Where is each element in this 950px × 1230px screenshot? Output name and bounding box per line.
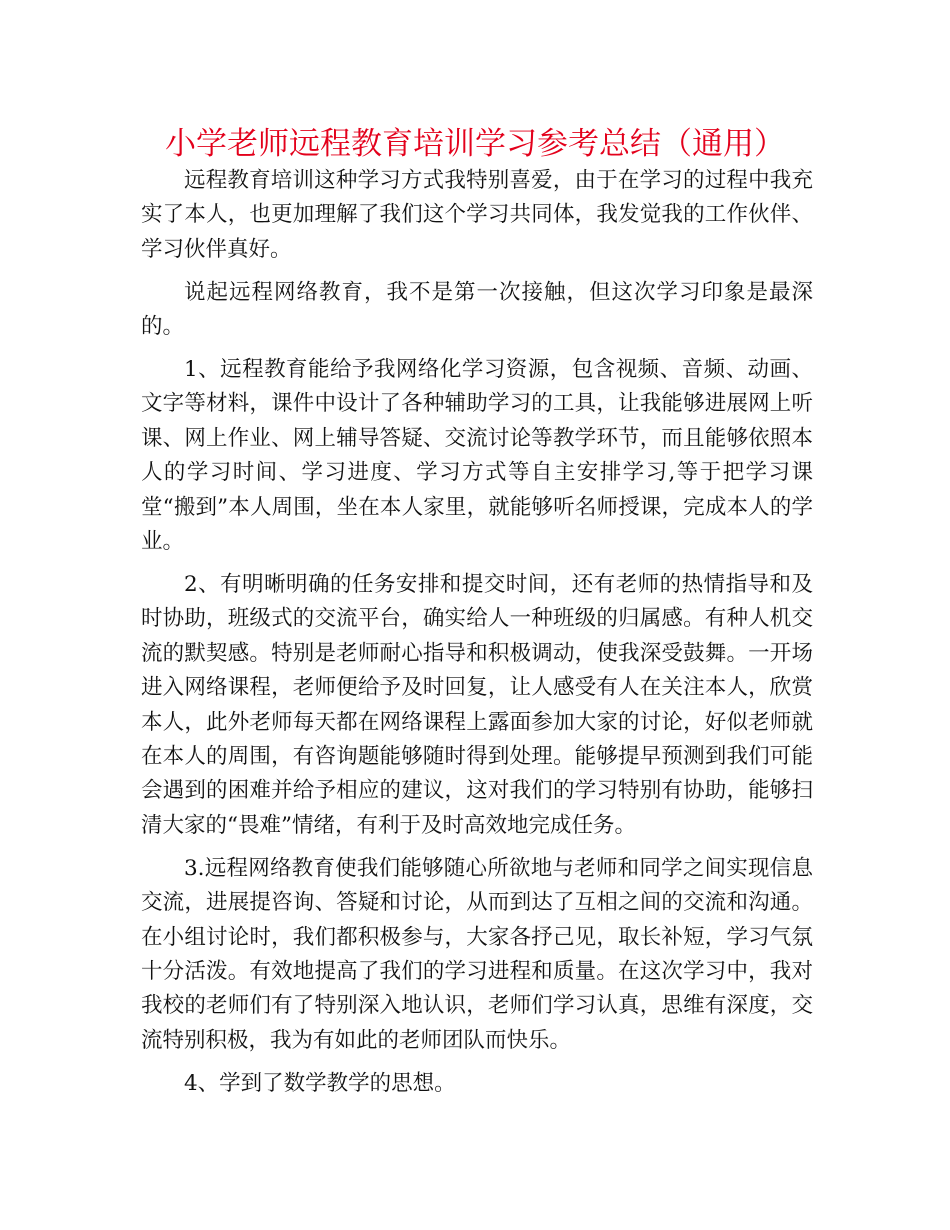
paragraph-point-2: 2、有明晰明确的任务安排和提交时间，还有老师的热情指导和及时协助，班级式的交流平台，确实给人一种班级的归属感。有种人机交流的默契感。特别是老师耐心指导和积极调动，使我深受鼓舞。一开场进入网络课程，老师便给予及时回复，让人感受有人在关注本人，欣赏本人，此外老师每天都在网络课程上露面参加大家的讨论，好似老师就在本人的周围，有咨询题能够随时得到处理。能够提早预测到我们可能会遇到的困难并给予相应的建议，这对我们的学习特别有协助，能够扫清大家的“畏难”情绪，有利于及时高效地完成任务。: [141, 571, 813, 838]
paragraph-point-1: 1、远程教育能给予我网络化学习资源，包含视频、音频、动画、文字等材料，课件中设计了各种辅助学习的工具，让我能够进展网上听课、网上作业、网上辅导答疑、交流讨论等教学环节，而且能够依照本人的学习时间、学习进度、学习方式等自主安排学习,等于把学习课堂“搬到”本人周围，坐在本人家里，就能够听名师授课，完成本人的学业。: [141, 357, 813, 555]
paragraph-point-4: 4、学到了数学教学的思想。: [184, 1070, 456, 1096]
document-title: 小学老师远程教育培训学习参考总结（通用）: [165, 126, 785, 162]
paragraph-intro: 远程教育培训这种学习方式我特别喜爱，由于在学习的过程中我充实了本人，也更加理解了我们这个学习共同体，我发觉我的工作伙伴、学习伙伴真好。: [141, 168, 813, 262]
document-body: [141, 164, 813, 1110]
paragraph-point-3: 3.远程网络教育使我们能够随心所欲地与老师和同学之间实现信息交流，进展提咨询、答疑和讨论，从而到达了互相之间的交流和沟通。在小组讨论时，我们都积极参与，大家各抒己见，取长补短，学习气氛十分活泼。有效地提高了我们的学习进程和质量。在这次学习中，我对我校的老师们有了特别深入地认识，老师们学习认真，思维有深度，交流特别积极，我为有如此的老师团队而快乐。: [141, 855, 813, 1053]
paragraph-network-education: 说起远程网络教育，我不是第一次接触，但这次学习印象是最深的。: [141, 279, 813, 340]
